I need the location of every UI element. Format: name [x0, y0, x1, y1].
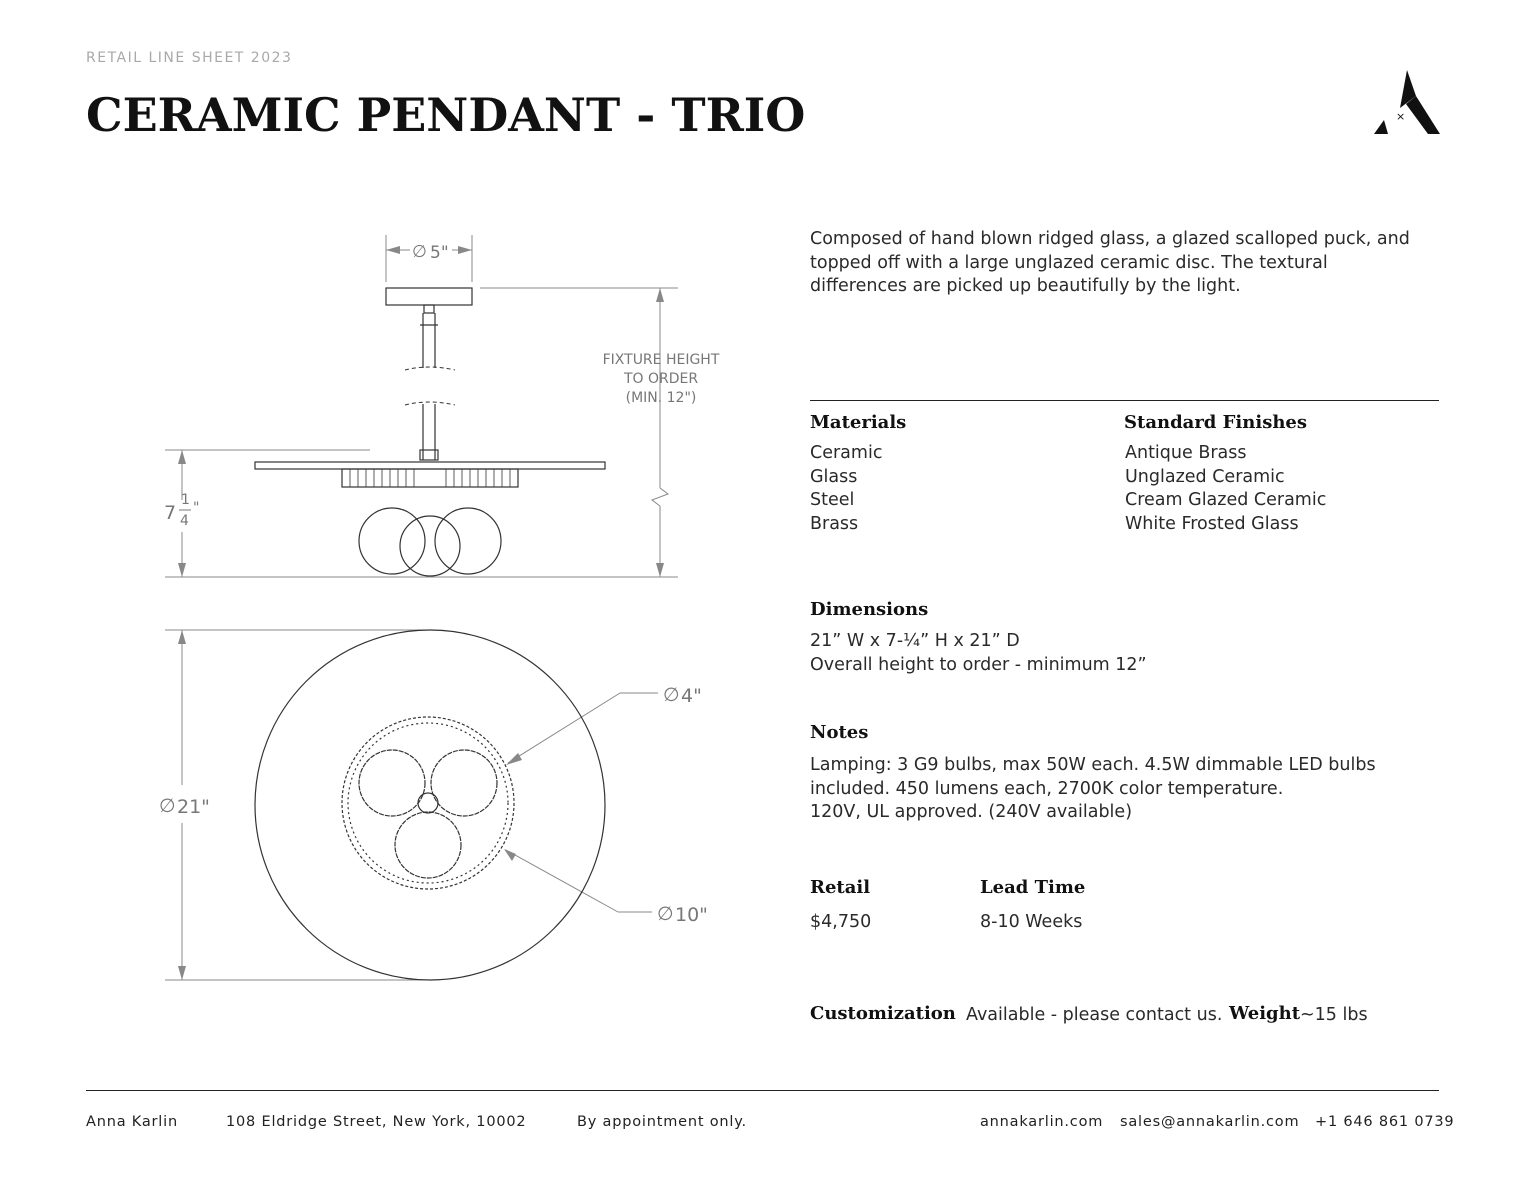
svg-text:∅: ∅: [159, 795, 176, 817]
fixture-height-line-3: (MIN. 12"): [625, 390, 697, 406]
notes-line: 120V, UL approved. (240V available): [810, 802, 1133, 822]
footer-website-link[interactable]: annakarlin.com: [980, 1114, 1104, 1130]
materials-item: Ceramic: [810, 443, 883, 463]
footer-company-name: Anna Karlin: [86, 1114, 178, 1130]
customization-heading: Customization: [810, 1003, 956, 1024]
line-sheet-kicker: RETAIL LINE SHEET 2023: [86, 50, 293, 66]
puck-dimension-label: 10": [675, 904, 708, 926]
retail-price: $4,750: [810, 912, 872, 932]
lead-time-value: 8-10 Weeks: [980, 912, 1083, 932]
finishes-item: White Frosted Glass: [1125, 513, 1299, 534]
finishes-item: Cream Glazed Ceramic: [1125, 490, 1327, 510]
finishes-list: [1125, 442, 1326, 536]
footer-appointment: By appointment only.: [577, 1114, 747, 1130]
notes-line: Lamping: 3 G9 bulbs, max 50W each. 4.5W dimmable LED bulbs: [810, 755, 1376, 775]
weight-value: ~15 lbs: [1300, 1005, 1368, 1025]
height-unit-label: ": [193, 500, 200, 516]
materials-item: Brass: [810, 513, 859, 534]
svg-text:∅: ∅: [657, 903, 674, 925]
svg-text:∅: ∅: [663, 684, 680, 706]
product-description: Composed of hand blown ridged glass, a glazed scalloped puck, and topped off with a large unglazed ceramic disc. The textural differences are picked up beautifully by the light.: [810, 229, 1410, 296]
section-divider: [810, 400, 1439, 401]
dimensions-line: Overall height to order - minimum 12”: [810, 655, 1147, 675]
anna-karlin-logo-icon: [1372, 68, 1442, 138]
finishes-item: Unglazed Ceramic: [1125, 466, 1285, 487]
glass-dimension-label: 4": [681, 685, 702, 707]
page-title: CERAMIC PENDANT - TRIO: [86, 88, 806, 142]
dimensions-line: 21” W x 7-¼” H x 21” D: [810, 631, 1020, 651]
materials-heading: Materials: [810, 412, 907, 433]
height-denominator-label: 4: [180, 513, 189, 529]
footer-address: 108 Eldridge Street, New York, 10002: [226, 1114, 527, 1130]
dimensions-heading: Dimensions: [810, 599, 929, 620]
fixture-height-line-2: TO ORDER: [623, 371, 699, 387]
footer-email-link[interactable]: sales@annakarlin.com: [1120, 1114, 1300, 1130]
footer-phone-link[interactable]: +1 646 861 0739: [1315, 1114, 1455, 1130]
svg-text:×: ×: [1396, 110, 1406, 123]
weight-heading: Weight: [1229, 1003, 1301, 1024]
footer-divider: [86, 1090, 1439, 1091]
height-whole-label: 7: [164, 502, 177, 524]
svg-text:∅: ∅: [412, 242, 427, 262]
fixture-height-line-1: FIXTURE HEIGHT: [602, 352, 720, 368]
finishes-item: Antique Brass: [1125, 443, 1247, 463]
canopy-dimension-label: 5": [430, 243, 449, 263]
technical-drawing: [130, 220, 750, 1000]
finishes-heading: Standard Finishes: [1124, 412, 1307, 433]
disc-dimension-label: 21": [177, 796, 210, 818]
customization-value: Available - please contact us.: [966, 1005, 1223, 1025]
materials-item: Glass: [810, 466, 858, 487]
notes-heading: Notes: [810, 722, 869, 743]
retail-heading: Retail: [810, 877, 871, 898]
height-numerator-label: 1: [181, 492, 190, 508]
lead-time-heading: Lead Time: [980, 877, 1086, 898]
materials-list: [810, 442, 882, 536]
materials-item: Steel: [810, 490, 855, 510]
notes-line: included. 450 lumens each, 2700K color temperature.: [810, 779, 1284, 799]
